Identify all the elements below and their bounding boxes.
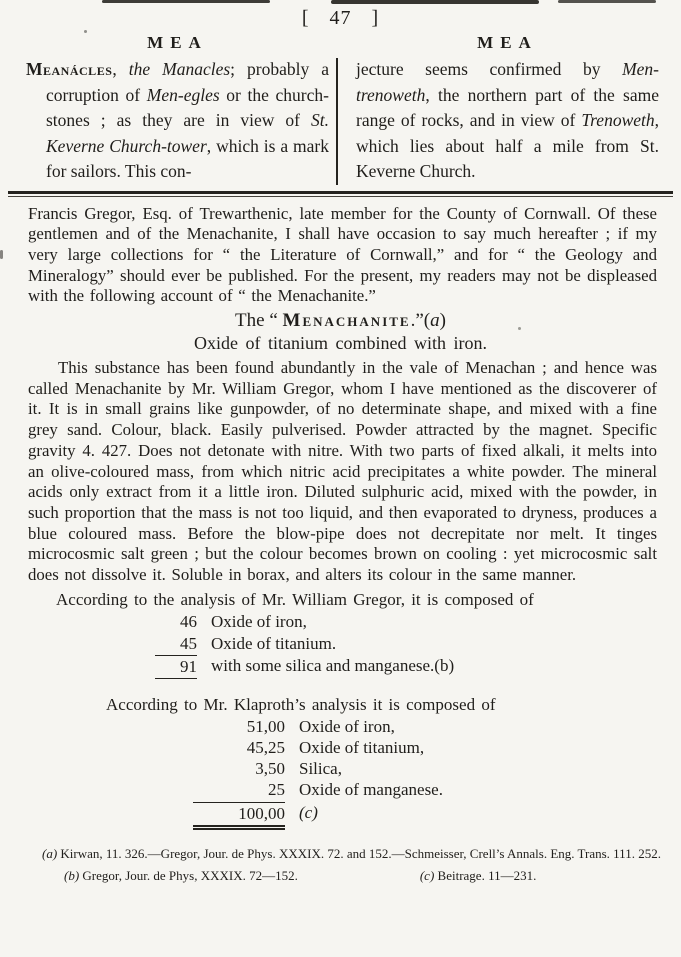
- scan-artifact: [102, 0, 270, 3]
- analysis-label: Oxide of iron,: [299, 716, 395, 736]
- klaproth-analysis-table: [193, 716, 681, 830]
- klaproth-analysis-intro: According to Mr. Klaproth’s analysis it is composed of: [106, 694, 496, 714]
- gregor-analysis-table: [155, 611, 681, 679]
- analysis-row: [193, 716, 681, 737]
- dictionary-entry-right: jecture seems confirmed by Men-trenoweth, the northern part of the same range of rocks, and in view of Trenoweth, which lies about half a mile from St. Keverne Church.: [356, 59, 659, 181]
- footnote-c: (c) Beitrage. 11—231.: [419, 867, 537, 883]
- analysis-row: [193, 737, 681, 758]
- page-number: [ 47 ]: [301, 7, 380, 29]
- footnote-marker: (a): [42, 845, 58, 861]
- analysis-label: Silica,: [299, 758, 342, 778]
- column-divider-rule: [336, 58, 338, 185]
- section-title-term: Menachanite: [282, 310, 411, 332]
- footnote-ref-a: a: [430, 310, 440, 332]
- running-head-right: MEA: [477, 33, 538, 52]
- analysis-total-value: 91: [155, 655, 197, 679]
- gregor-analysis-intro: According to the analysis of Mr. William Gregor, it is composed of: [56, 589, 534, 609]
- scan-artifact: [331, 0, 539, 4]
- dictionary-entry-left: Meanácles, the Manacles; probably a corruption of Men-egles or the church-stones ; as they are in view of St. Keverne Church-tower, which is a mark for sailors. This con-: [26, 59, 330, 181]
- dictionary-column-right: [356, 32, 659, 185]
- analysis-label: Oxide of titanium.: [211, 633, 337, 653]
- analysis-row: [193, 779, 681, 800]
- footnotes: [6, 844, 663, 886]
- analysis-label: Oxide of manganese.: [299, 779, 443, 799]
- analysis-total-row: [155, 655, 681, 679]
- analysis-total-value: 100,00: [193, 802, 285, 830]
- analysis-label: Oxide of titanium,: [299, 737, 425, 757]
- description-paragraph: This substance has been found abundantly in the vale of Menachan ; and hence was called Menachanite by Mr. William Gregor, whom I have mentioned as the discoverer of it. It is in small grains like gunpowder, of no determinate shape, and mixed with a fine grey sand. Colour, black. Easily pulverised. Powder attracted by the magnet. Specific gravity 4. 427. Does not detonate with nitre. With two parts of fixed alkali, it melts into an olive-coloured mass, from which nitric acid precipitates a white powder. The mineral acids only extract from it a little iron. Diluted sulphuric acid, mixed with the powder, in such proportion that the mass is not too liquid, and then evaporated to dryness, produces a blue coloured mass. Before the blow-pipe does not decrepitate nor melt. It tinges microcosmic salt green ; but the colour becomes brown on cooling : yet microcosmic salt does not dissolve it. Soluble in borax, and alters its colour in the same manner.: [28, 358, 657, 585]
- running-head-left: MEA: [147, 33, 208, 52]
- footnote-ref-c: (c): [299, 802, 318, 822]
- analysis-value: 45,25: [246, 737, 285, 757]
- analysis-label: Oxide of iron,: [211, 611, 307, 631]
- intro-paragraph: Francis Gregor, Esq. of Trewarthenic, late member for the County of Cornwall. Of these gentlemen and of the Menachanite, I shall have occasion to say much hereafter ; if my very large collections for “ the Literature of Cornwall,” and for “ the Geology and Mineralogy” should ever be published. For the present, my readers may not be displeased with the following account of “ the Menachanite.”: [28, 203, 657, 306]
- analysis-row: [193, 758, 681, 779]
- footnote-a: (a) Kirwan, 11. 326.—Gregor, Jour. de Phys. XXXIX. 72. and 152.—Schmeisser, Crell’s Annals. Eng. Trans. 111. 252.: [42, 845, 661, 861]
- analysis-value: 51,00: [246, 716, 285, 736]
- analysis-value: 45: [180, 633, 197, 653]
- scan-artifact: [518, 327, 521, 330]
- dictionary-column-left: [26, 32, 329, 185]
- entry-term: Meanácles: [26, 59, 113, 79]
- footnote-marker: (b): [64, 867, 80, 883]
- footnote-marker: (c): [419, 867, 435, 883]
- analysis-value: 46: [180, 611, 197, 631]
- analysis-value: 3,50: [255, 758, 285, 778]
- analysis-row: [155, 611, 681, 633]
- scan-artifact: [0, 250, 3, 259]
- section-divider-rule: [8, 191, 673, 197]
- section-subtitle: Oxide of titanium combined with iron.: [194, 333, 487, 354]
- footnote-row: [6, 866, 663, 886]
- footnote-b: (b) Gregor, Jour. de Phys, XXXIX. 72—152.: [64, 867, 298, 883]
- scan-artifact: [84, 30, 87, 33]
- analysis-total-row: [193, 802, 681, 830]
- analysis-row: [155, 633, 681, 655]
- section-title: The “ Menachanite.”(a): [235, 310, 446, 332]
- dictionary-columns: [26, 32, 659, 185]
- analysis-value: 25: [268, 779, 285, 799]
- analysis-label: with some silica and manganese.(b): [211, 655, 455, 675]
- scan-artifact: [558, 0, 656, 3]
